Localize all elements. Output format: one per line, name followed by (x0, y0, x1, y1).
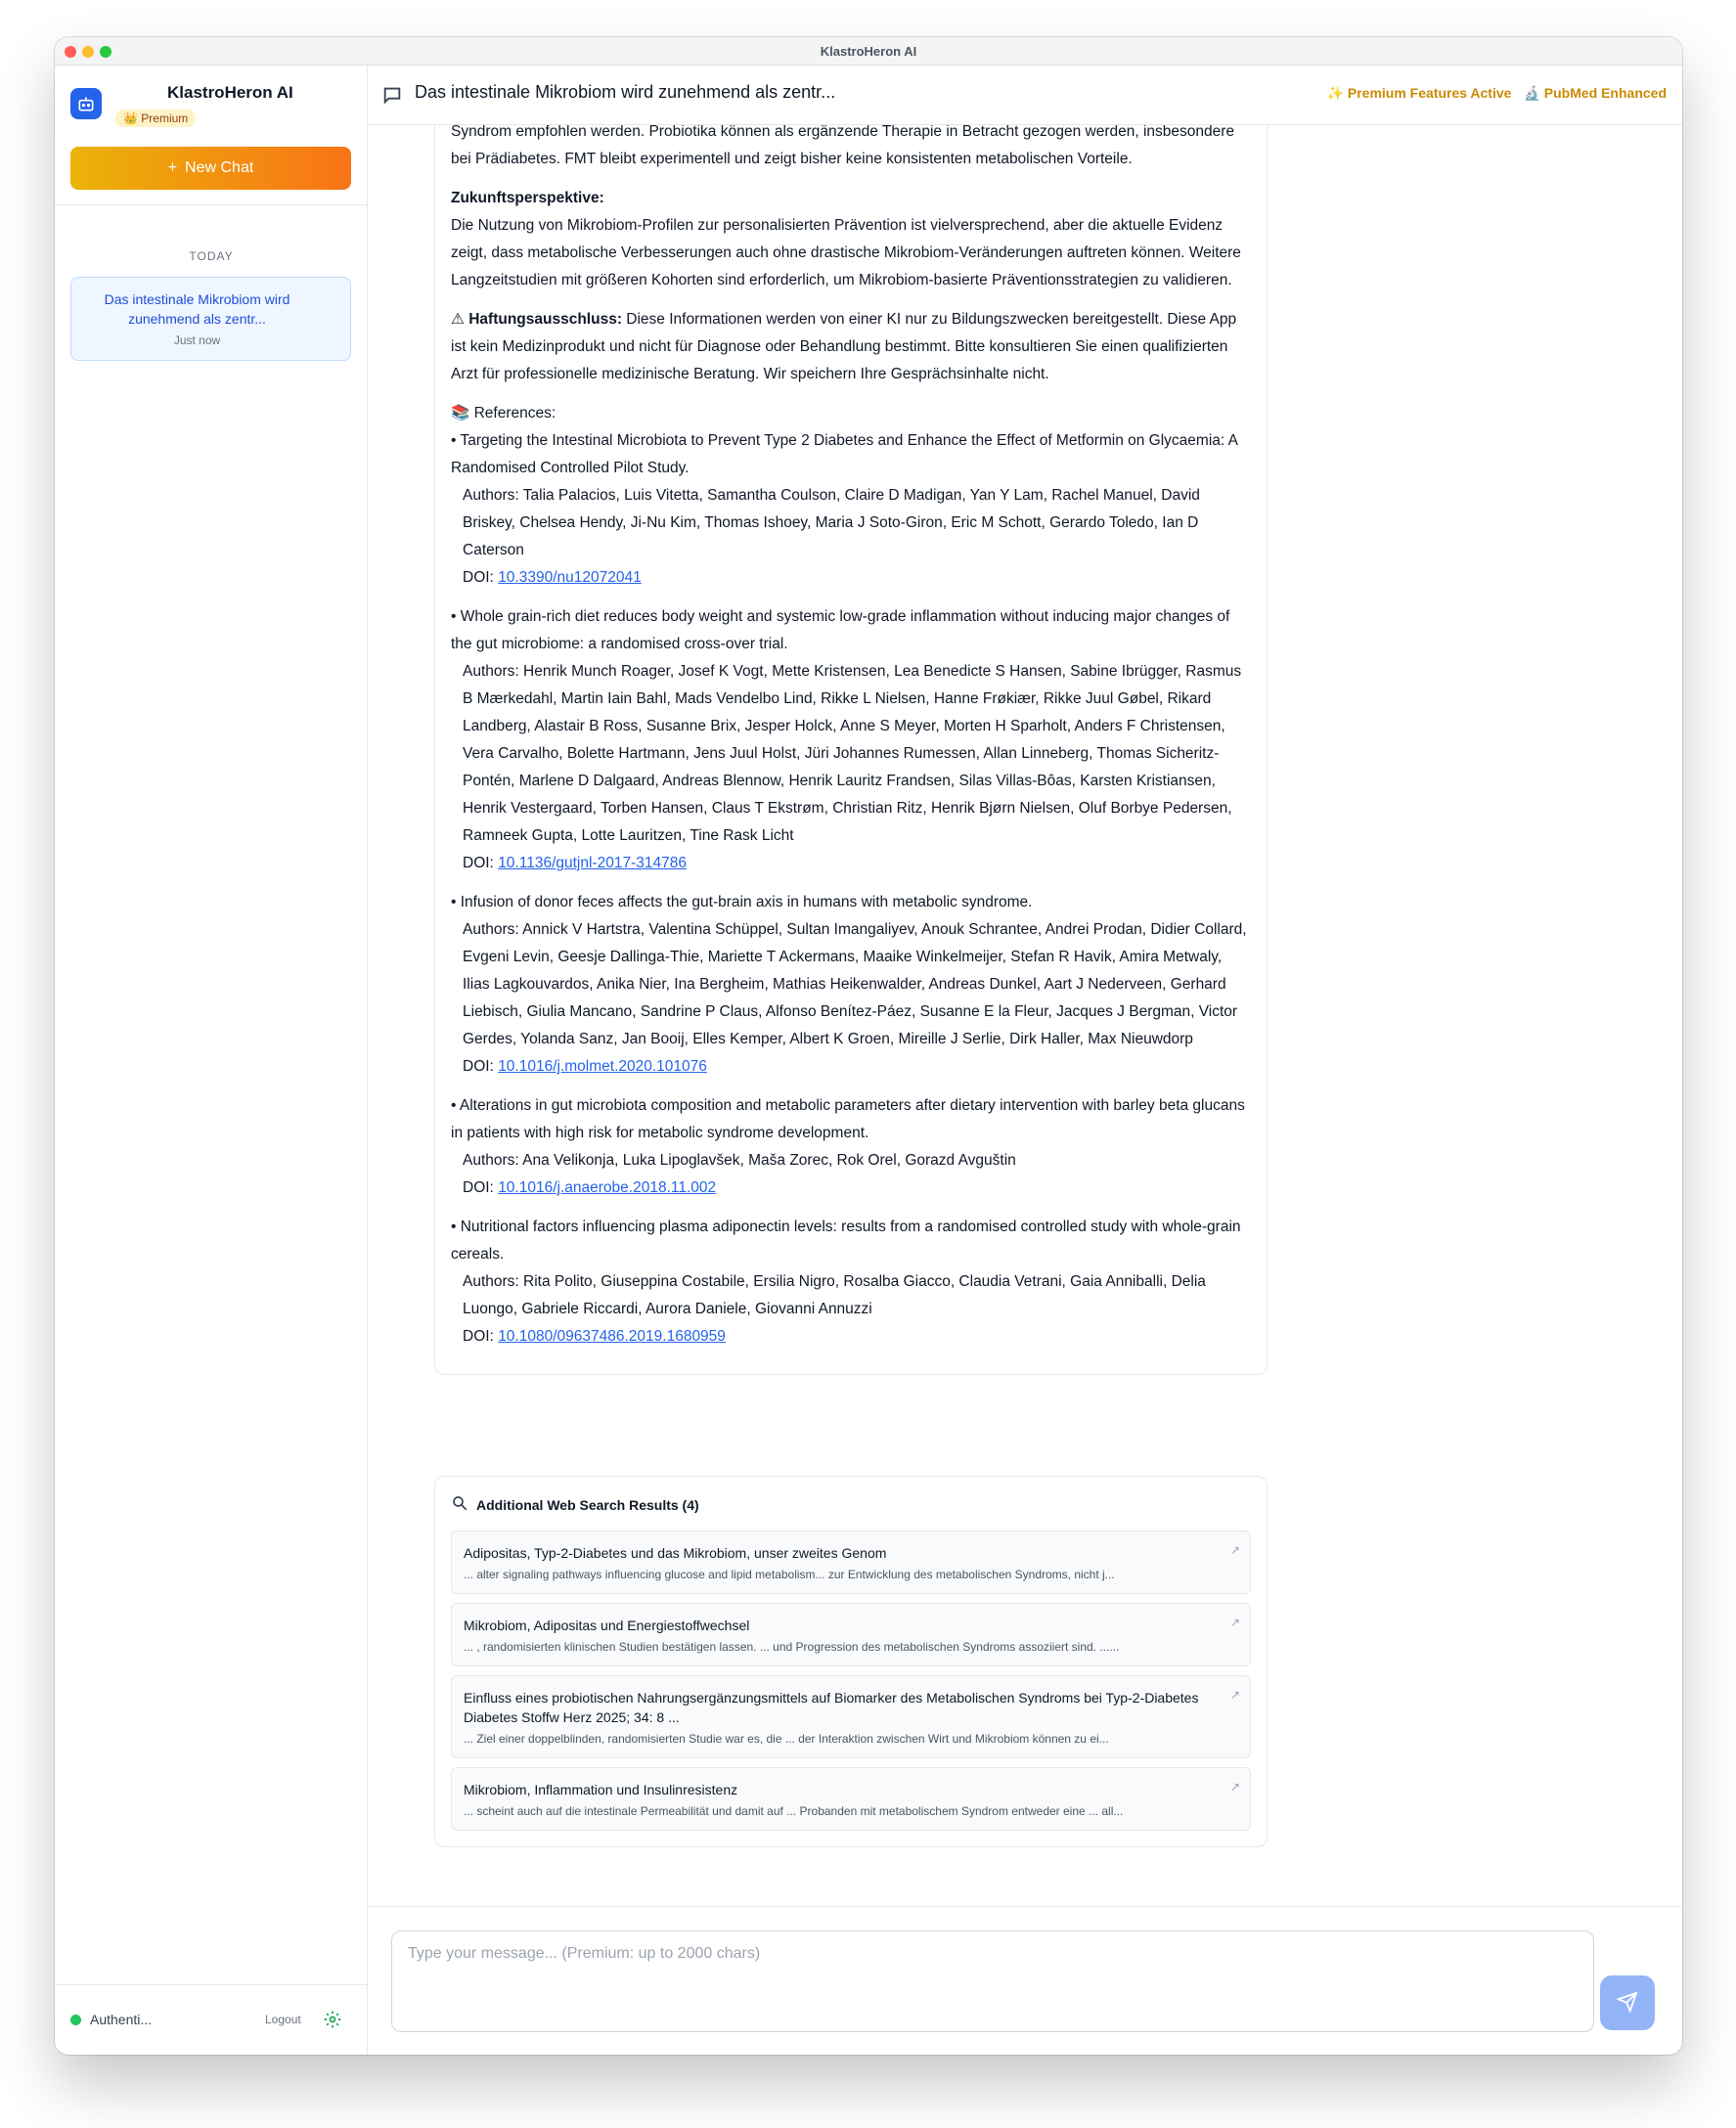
assistant-message (434, 125, 1268, 1375)
reference-doi-row (451, 850, 1251, 877)
auth-status: Authenti... (90, 2012, 153, 2027)
web-search-heading-row (451, 1494, 1251, 1515)
doi-link[interactable]: 10.1016/j.molmet.2020.101076 (498, 1058, 707, 1075)
doi-link[interactable]: 10.3390/nu12072041 (498, 569, 642, 586)
search-result-title: Adipositas, Typ-2-Diabetes und das Mikrobiom, unser zweites Genom (464, 1545, 887, 1561)
doi-label: DOI: (463, 1058, 494, 1075)
disclaimer (451, 306, 1251, 388)
message-composer (368, 1906, 1682, 2055)
reference-doi-row (451, 1053, 1251, 1081)
reference-doi-row (451, 564, 1251, 592)
reference-authors: Authors: Henrik Munch Roager, Josef K Vogt, Mette Kristensen, Lea Benedicte S Hansen, Sabine Ibrügger, Rasmus B Mærkedahl, Martin Iain Bahl, Mads Vendelbo Lind, Rikke L Nielsen, Hanne Frøkiær, Rikke Juul Gøbel, Rikard Landberg, Alastair B Ross, Susanne Brix, Jesper Holck, Anne S Meyer, Morten H Sparholt, Anders F Christensen, Vera Carvalho, Bolette Hartmann, Jens Juul Holst, Jüri Johannes Rumessen, Allan Linneberg, Thomas Sicheritz-Pontén, Marlene D Dalgaard, Andreas Blennow, Henrik Lauritz Frandsen, Silas Villas-Bôas, Karsten Kristiansen, Henrik Vestergaard, Torben Hansen, Claus T Ekstrøm, Christian Ritz, Henrik Bjørn Nielsen, Oluf Borbye Pedersen, Ramneek Gupta, Lotte Lauritzen, Tine Rask Licht (463, 663, 1242, 844)
reference-item (451, 427, 1251, 592)
references-label: 📚 References: (451, 405, 556, 421)
future-heading: Zukunftsperspektive: (451, 190, 604, 206)
sidebar (55, 66, 368, 2055)
reference-item (451, 1092, 1251, 1202)
magnifier-icon (451, 1494, 468, 1515)
search-result-item[interactable] (451, 1675, 1251, 1758)
reference-item (451, 1214, 1251, 1351)
search-result-snippet: ... , randomisierten klinischen Studien bestätigen lassen. ... und Progression des metabolischen Syndroms assoziiert sind. ...... (464, 1640, 1120, 1654)
doi-label: DOI: (463, 1328, 494, 1345)
main-panel (368, 66, 1682, 2055)
search-result-item[interactable] (451, 1603, 1251, 1666)
title-bar (55, 37, 1682, 66)
search-result-title: Mikrobiom, Adipositas und Energiestoffwechsel (464, 1618, 750, 1633)
web-search-heading: Additional Web Search Results (4) (476, 1496, 699, 1513)
doi-link[interactable]: 10.1080/09637486.2019.1680959 (498, 1328, 726, 1345)
pubmed-badge: 🔬 PubMed Enhanced (1523, 85, 1667, 101)
gear-icon[interactable] (323, 2010, 342, 2029)
chat-list-item[interactable] (70, 277, 351, 361)
warning-icon: ⚠ (451, 311, 465, 328)
reference-title: • Infusion of donor feces affects the gut-brain axis in humans with metabolic syndrome. (451, 894, 1033, 910)
chat-title: Das intestinale Mikrobiom wird zunehmend als zentr... (415, 82, 836, 102)
chat-header (368, 66, 1682, 125)
reference-item (451, 889, 1251, 1081)
search-result-item[interactable] (451, 1767, 1251, 1831)
external-link-icon: ↗ (1229, 1543, 1240, 1557)
status-dot-icon (70, 2015, 81, 2025)
send-icon (1617, 1991, 1638, 2016)
new-chat-label: New Chat (185, 159, 254, 176)
plus-icon: + (167, 159, 178, 176)
message-input[interactable] (391, 1930, 1594, 2032)
chat-item-time: Just now (173, 333, 221, 347)
brand-name: KlastroHeron AI (167, 83, 293, 102)
premium-badge: 👑 Premium (115, 110, 196, 127)
reference-authors: Authors: Rita Polito, Giuseppina Costabile, Ersilia Nigro, Rosalba Giacco, Claudia Vetrani, Gaia Anniballi, Delia Luongo, Gabriele Riccardi, Aurora Daniele, Giovanni Annuzzi (463, 1273, 1206, 1317)
message-paragraph: Syndrom empfohlen werden. Probiotika können als ergänzende Therapie in Betracht gezogen werden, insbesondere bei Prädiabetes. FMT bleibt experimentell und zeigt bisher keine konsistenten metabolischen Vorteile. (451, 125, 1235, 167)
header-badges (1327, 85, 1667, 102)
search-result-snippet: ... scheint auch auf die intestinale Permeabilität und damit auf ... Probanden mit metabolischem Syndrom entweder eine ... all... (464, 1804, 1124, 1818)
robot-icon (70, 88, 102, 119)
reference-authors: Authors: Ana Velikonja, Luka Lipoglavšek, Maša Zorec, Rok Orel, Gorazd Avguštin (463, 1152, 1016, 1169)
web-search-results (434, 1476, 1268, 1847)
reference-title: • Alterations in gut microbiota composition and metabolic parameters after dietary intervention with barley beta glucans in patients with high risk for metabolic syndrome development. (451, 1097, 1245, 1141)
reference-doi-row (451, 1175, 1251, 1202)
reference-authors: Authors: Annick V Hartstra, Valentina Schüppel, Sultan Imangaliyev, Anouk Schrantee, Andrei Prodan, Didier Collard, Evgeni Levin, Geesje Dallinga-Thie, Mariette T Ackermans, Maaike Winkelmeijer, Stefan R Havik, Amira Metwaly, Ilias Lagkouvardos, Anika Nier, Ina Bergheim, Mathias Heikenwalder, Andreas Dunkel, Aart J Nederveen, Gerhard Liebisch, Giulia Mancano, Sandrine P Claus, Alfonso Benítez-Páez, Susanne E la Fleur, Jacques J Bergman, Victor Gerdes, Yolanda Sanz, Jan Booij, Elles Kemper, Albert K Groen, Mireille J Serlie, Dirk Haller, Max Nieuwdorp (463, 921, 1247, 1047)
search-result-snippet: ... alter signaling pathways influencing glucose and lipid metabolism... zur Entwicklung des metabolischen Syndroms, nicht j... (464, 1568, 1115, 1581)
app-window (55, 37, 1682, 2055)
reference-item (451, 603, 1251, 877)
doi-link[interactable]: 10.1136/gutjnl-2017-314786 (498, 855, 687, 871)
doi-link[interactable]: 10.1016/j.anaerobe.2018.11.002 (498, 1179, 717, 1196)
sidebar-divider (55, 204, 367, 205)
doi-label: DOI: (463, 855, 494, 871)
reference-authors: Authors: Talia Palacios, Luis Vitetta, Samantha Coulson, Claire D Madigan, Yan Y Lam, Rachel Manuel, David Briskey, Chelsea Hendy, Ji-Nu Kim, Thomas Ishoey, Maria J Soto-Giron, Eric M Schott, Gerardo Toledo, Ian D Caterson (463, 487, 1200, 558)
disclaimer-heading: Haftungsausschluss: (468, 311, 622, 328)
doi-label: DOI: (463, 569, 494, 586)
search-result-item[interactable] (451, 1530, 1251, 1594)
reference-doi-row (451, 1323, 1251, 1351)
external-link-icon: ↗ (1229, 1616, 1240, 1629)
chat-bubble-icon (381, 84, 403, 106)
future-text: Die Nutzung von Mikrobiom-Profilen zur personalisierten Prävention ist vielversprechend, aber die aktuelle Evidenz zeigt, dass metabolische Verbesserungen auch ohne drastische Mikrobiom-Veränderungen auftreten können. Weitere Langzeitstudien mit größeren Kohorten sind erforderlich, um Mikrobiom-basierte Präventionsstrategien zu validieren. (451, 217, 1241, 288)
search-result-snippet: ... Ziel einer doppelblinden, randomisierten Studie war es, die ... der Interaktion zwischen Wirt und Mikrobiom können zu ei... (464, 1732, 1109, 1746)
sidebar-footer (55, 1984, 367, 2055)
search-result-title: Mikrobiom, Inflammation und Insulinresistenz (464, 1782, 738, 1797)
external-link-icon: ↗ (1229, 1780, 1240, 1794)
disclaimer-text: Diese Informationen werden von einer KI nur zu Bildungszwecken bereitgestellt. Diese App ist kein Medizinprodukt und nicht für Diagnose oder Behandlung bestimmt. Bitte konsultieren Sie einen qualifizierten Arzt für professionelle medizinische Beratung. Wir speichern Ihre Gesprächsinhalte nicht. (451, 311, 1237, 382)
references-section (451, 400, 1251, 592)
new-chat-button[interactable] (70, 147, 351, 190)
chat-messages[interactable] (368, 125, 1682, 1909)
search-result-title: Einfluss eines probiotischen Nahrungsergänzungsmittels auf Biomarker des Metabolischen Syndroms bei Typ-2-Diabetes Diabetes Stoffw Herz 2025; 34: 8 ... (464, 1690, 1199, 1725)
future-section (451, 185, 1251, 294)
logout-button[interactable]: Logout (265, 2013, 301, 2026)
reference-title: • Nutritional factors influencing plasma adiponectin levels: results from a randomised controlled study with whole-grain cereals. (451, 1219, 1241, 1263)
external-link-icon: ↗ (1229, 1688, 1240, 1702)
chat-item-title: Das intestinale Mikrobiom wird zunehmend als zentr... (104, 291, 290, 327)
premium-features-badge: ✨ Premium Features Active (1326, 85, 1512, 101)
reference-title: • Whole grain-rich diet reduces body weight and systemic low-grade inflammation without inducing major changes of the gut microbiome: a randomised cross-over trial. (451, 608, 1230, 652)
reference-title: • Targeting the Intestinal Microbiota to Prevent Type 2 Diabetes and Enhance the Effect of Metformin on Glycaemia: A Randomised Controlled Pilot Study. (451, 432, 1238, 476)
window-title: KlastroHeron AI (820, 44, 917, 59)
send-button[interactable] (1600, 1975, 1655, 2030)
doi-label: DOI: (463, 1179, 494, 1196)
section-label-today: TODAY (189, 249, 234, 263)
